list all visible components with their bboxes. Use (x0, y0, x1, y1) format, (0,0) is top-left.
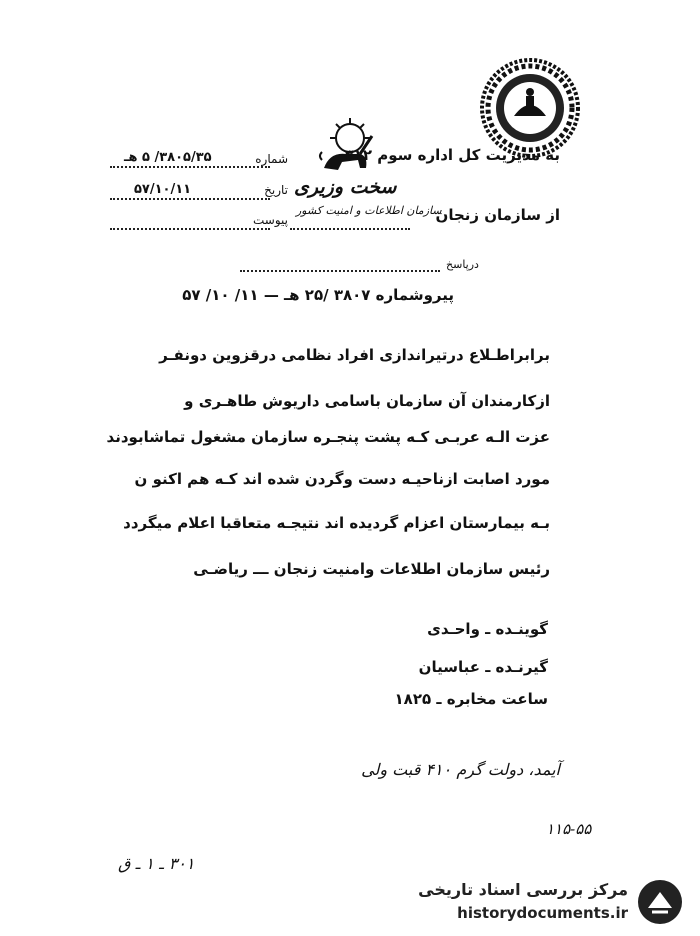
bottom-left-note: ۳۰۱ ـ ۱ ـ ق (118, 854, 195, 873)
body-line-4: مورد اصابت ازناحیـه دست وگردن شده اند کـه هم اکنو ن (134, 470, 550, 488)
body-signature: رئیس سازمان اطلاعات وامنیت زنجان ـــ ریاضـی (193, 560, 550, 578)
archive-logo-icon (636, 878, 684, 926)
sender-line: گوینـده ـ واحـدی (427, 620, 548, 638)
handwritten-note: آیمد، دولت گرم ۴۱۰ قبت ولی (361, 760, 560, 779)
official-seal-icon (480, 58, 580, 158)
attachment-dots (110, 228, 270, 230)
watermark-name: مرکز بررسی اسناد تاریخی (418, 880, 628, 899)
from-line: از سازمان زنجان (435, 206, 560, 224)
date-dots (110, 198, 270, 200)
body-line-2: ازکارمندان آن سازمان باسامی داریوش طاهـری و (184, 392, 550, 410)
field-number-value: ۳۸۰۵/۳۵/ ۵ هـ (124, 150, 212, 165)
watermark-site: historydocuments.ir (457, 904, 628, 922)
followup-reference: پیروشماره ۳۸۰۷ /۲۵ هـ — ۱۱/ ۱۰/ ۵۷ (182, 286, 454, 304)
to-line: به مدیریت کل اداره سوم ۳۱۲ (344, 146, 560, 164)
field-date-label: تاریخ (264, 183, 288, 197)
field-attachment-label: پیوست (253, 213, 288, 227)
field-date-value: ۵۷/۱۰/۱۱ (134, 182, 192, 197)
receiver-line: گیرنـده ـ عباسیان (418, 658, 548, 676)
org-subtitle: سازمان اطلاعات و امنیت کشور (296, 204, 442, 217)
body-line-3: عزت الـه عربـی کـه پشت پنجـره سازمان مشغول تماشابودند (106, 428, 550, 446)
reference-number: ۱۱۵-۵۵ (546, 820, 592, 838)
classification-stamp: سخت وزیری (294, 176, 397, 198)
field-number-label: شماره (255, 152, 288, 166)
transmission-time: ساعت مخابره ـ ۱۸۲۵ (394, 690, 548, 708)
from-dots (290, 228, 410, 230)
dar-pasokh-label: درپاسخ (446, 258, 479, 271)
dar-pasokh-dots (240, 270, 440, 272)
number-dots (110, 166, 270, 168)
body-line-1: برابراطـلاع درتیراندازی افراد نظامی درقزوین دونفـر (159, 346, 550, 364)
body-line-5: بـه بیمارستان اعزام گردیده اند نتیجـه متعاقبا اعلام میگردد (123, 514, 550, 532)
